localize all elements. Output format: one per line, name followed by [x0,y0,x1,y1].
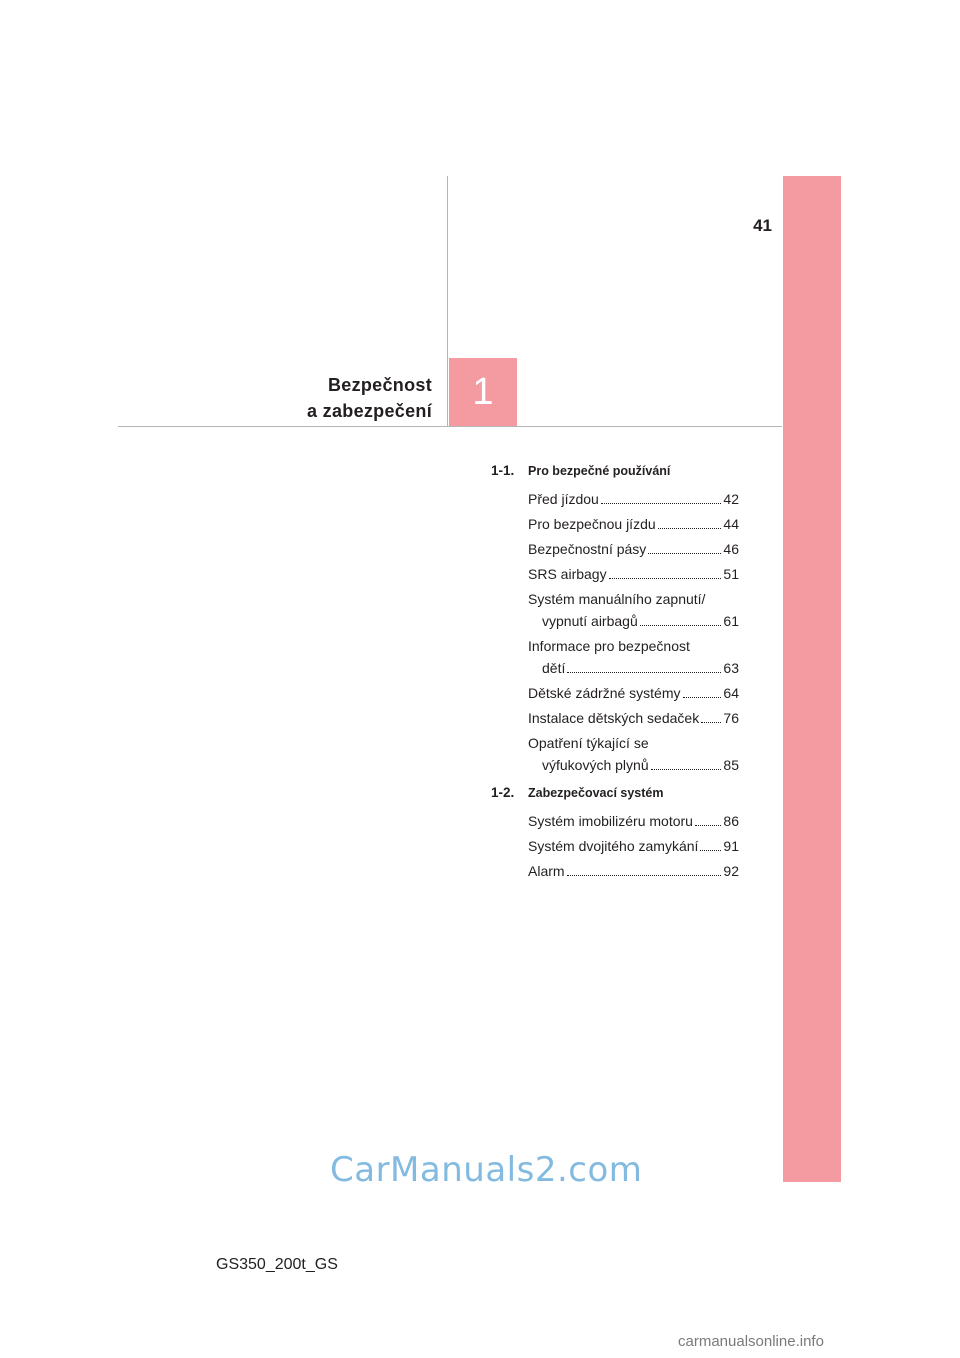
toc-entry[interactable] [528,682,739,704]
toc-entry-label-cont: dětí [542,660,566,676]
section-heading [491,462,739,480]
watermark-logo: CarManuals2.com [330,1150,643,1190]
toc-entry[interactable] [528,860,739,882]
toc-entry-page: 76 [723,710,739,726]
vertical-divider [447,176,448,427]
horizontal-divider [118,426,782,427]
dot-leader [683,697,722,698]
page-number: 41 [753,216,772,235]
toc-entry-page: 63 [723,660,739,676]
section-heading [491,784,739,802]
toc-entry[interactable] [528,538,739,560]
toc-entry[interactable] [528,732,739,776]
toc-entry[interactable] [528,513,739,535]
toc-entry[interactable] [528,707,739,729]
toc-entry-label-cont: vypnutí airbagů [542,613,638,629]
toc-entry-label: SRS airbagy [528,566,607,582]
chapter-side-tab [783,176,841,1182]
section-title: Zabezpečovací systém [528,786,664,800]
toc-entry-page: 46 [723,541,739,557]
footer-model-code: GS350_200t_GS [216,1256,338,1273]
toc-entry-label-cont: výfukových plynů [542,757,649,773]
toc-entry-label: Opatření týkající se [528,735,649,751]
toc-entry-page: 85 [723,757,739,773]
toc-entry-page: 92 [723,863,739,879]
toc-entry-page: 64 [723,685,739,701]
chapter-title-line1: Bezpečnost [327,375,432,395]
toc-entry-page: 44 [723,516,739,532]
dot-leader [640,625,722,626]
toc-entry[interactable] [528,635,739,679]
toc-entry-label: Informace pro bezpečnost [528,638,690,654]
toc-entry-page: 91 [723,838,739,854]
section-title: Pro bezpečné používání [528,464,671,478]
toc-entry[interactable] [528,810,739,832]
toc-entry-label: Alarm [528,863,565,879]
section-number: 1-1. [491,463,515,478]
toc-entry-label: Bezpečnostní pásy [528,541,647,557]
toc-entry-page: 61 [723,613,739,629]
toc-entry-label: Systém dvojitého zamykání [528,838,699,854]
dot-leader [567,672,721,673]
toc-entry-page: 42 [723,491,739,507]
toc-entry-page: 51 [723,566,739,582]
dot-leader [701,722,721,723]
toc-entry-page: 86 [723,813,739,829]
chapter-number-box: 1 [449,358,517,426]
toc-entry-label: Dětské zádržné systémy [528,685,681,701]
toc-entry[interactable] [528,563,739,585]
dot-leader [609,578,722,579]
dot-leader [695,825,721,826]
site-watermark: carmanualsonline.info [678,1333,824,1350]
toc-entry-label: Systém imobilizéru motoru [528,813,693,829]
chapter-title [307,372,432,424]
toc-entry-label: Pro bezpečnou jízdu [528,516,656,532]
toc-entry-label: Před jízdou [528,491,599,507]
table-of-contents [491,462,739,885]
section-number: 1-2. [491,785,515,800]
toc-entry[interactable] [528,835,739,857]
dot-leader [601,503,722,504]
dot-leader [651,769,722,770]
dot-leader [567,875,722,876]
toc-entry[interactable] [528,588,739,632]
toc-entry-label: Systém manuálního zapnutí/ [528,591,706,607]
toc-entry-label: Instalace dětských sedaček [528,710,700,726]
dot-leader [648,553,721,554]
dot-leader [658,528,722,529]
toc-entry[interactable] [528,488,739,510]
dot-leader [700,850,721,851]
chapter-title-line2: a zabezpečení [307,401,432,421]
